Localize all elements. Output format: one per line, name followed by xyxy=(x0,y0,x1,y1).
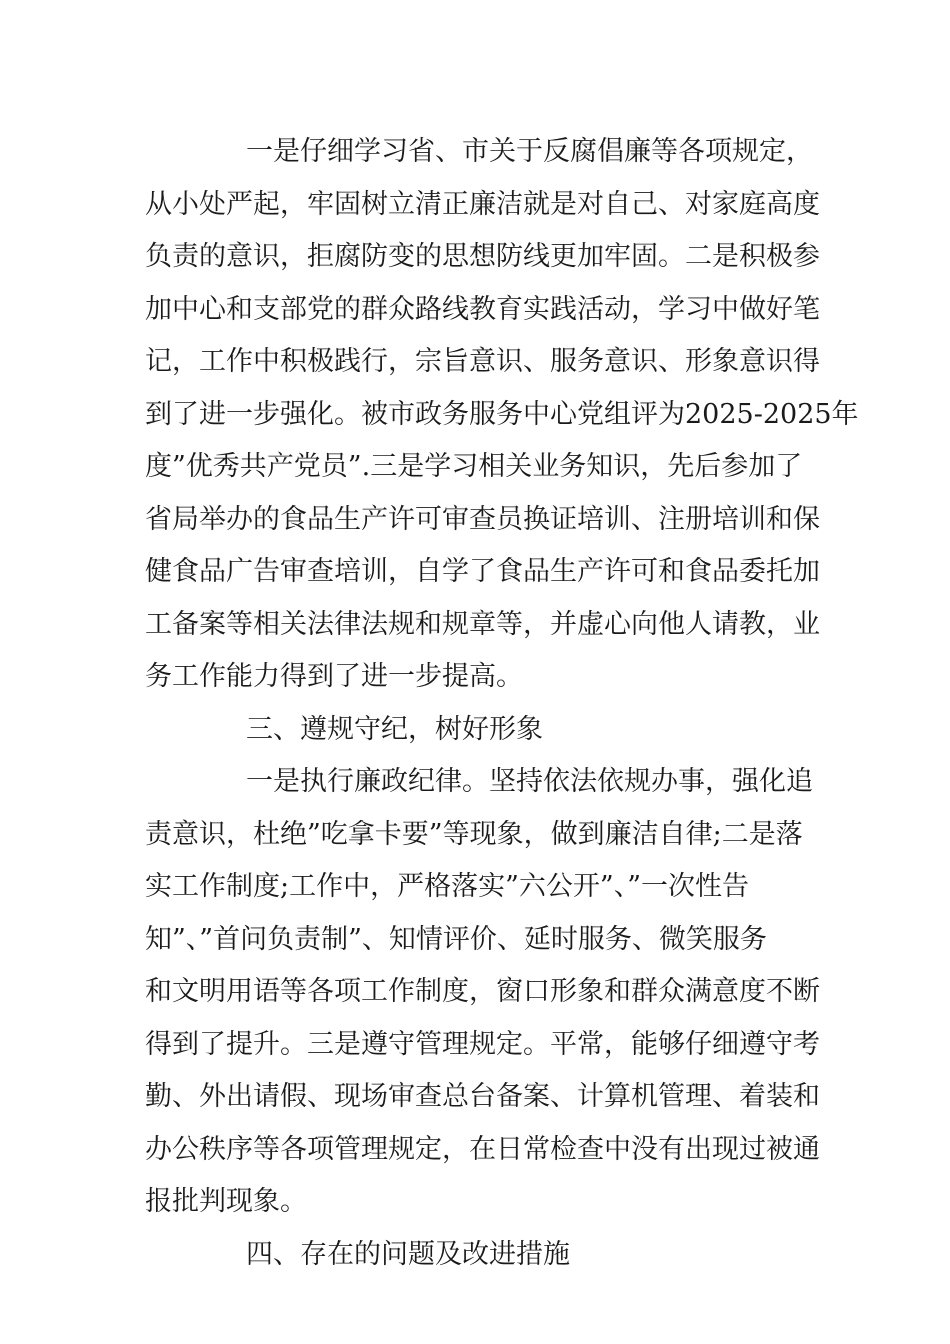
paragraph-line: 一是仔细学习省、市关于反腐倡廉等各项规定， xyxy=(246,136,813,167)
paragraph-line: 健食品广告审查培训，自学了食品生产许可和食品委托加 xyxy=(145,556,820,587)
paragraph-line: 报批判现象。 xyxy=(145,1186,307,1217)
paragraph-line: 一是执行廉政纪律。坚持依法依规办事，强化追 xyxy=(246,766,813,797)
paragraph-line: 和文明用语等各项工作制度，窗口形象和群众满意度不断 xyxy=(145,976,820,1007)
section-heading-4: 四、存在的问题及改进措施 xyxy=(246,1238,570,1270)
paragraph-line: 负责的意识，拒腐防变的思想防线更加牢固。二是积极参 xyxy=(145,241,820,272)
document-body xyxy=(145,126,859,1281)
paragraph-line: 度”优秀共产党员”.三是学习相关业务知识，先后参加了 xyxy=(145,451,803,482)
paragraph-line: 责意识，杜绝”吃拿卡要”等现象，做到廉洁自律;二是落 xyxy=(145,818,803,850)
paragraph-line: 得到了提升。三是遵守管理规定。平常，能够仔细遵守考 xyxy=(145,1028,820,1060)
paragraph-line: 省局举办的食品生产许可审查员换证培训、注册培训和保 xyxy=(145,503,820,535)
paragraph-line: 知”、”首问负责制”、知情评价、延时服务、微笑服务 xyxy=(145,923,767,955)
paragraph-line: 办公秩序等各项管理规定，在日常检查中没有出现过被通 xyxy=(145,1133,820,1165)
paragraph-line: 工备案等相关法律法规和规章等，并虚心向他人请教，业 xyxy=(145,608,820,640)
paragraph-line: 加中心和支部党的群众路线教育实践活动，学习中做好笔 xyxy=(145,293,820,325)
paragraph-line: 记，工作中积极践行，宗旨意识、服务意识、形象意识得 xyxy=(145,346,820,377)
paragraph-line: 到了进一步强化。被市政务服务中心党组评为2025-2025年 xyxy=(145,398,859,430)
paragraph-line: 务工作能力得到了进一步提高。 xyxy=(145,661,523,692)
section-heading-3: 三、遵规守纪，树好形象 xyxy=(246,713,543,745)
paragraph-line: 实工作制度;工作中，严格落实”六公开”、”一次性告 xyxy=(145,871,750,902)
paragraph-line: 从小处严起，牢固树立清正廉洁就是对自己、对家庭高度 xyxy=(145,188,820,220)
paragraph-line: 勤、外出请假、现场审查总台备案、计算机管理、着装和 xyxy=(145,1081,820,1112)
